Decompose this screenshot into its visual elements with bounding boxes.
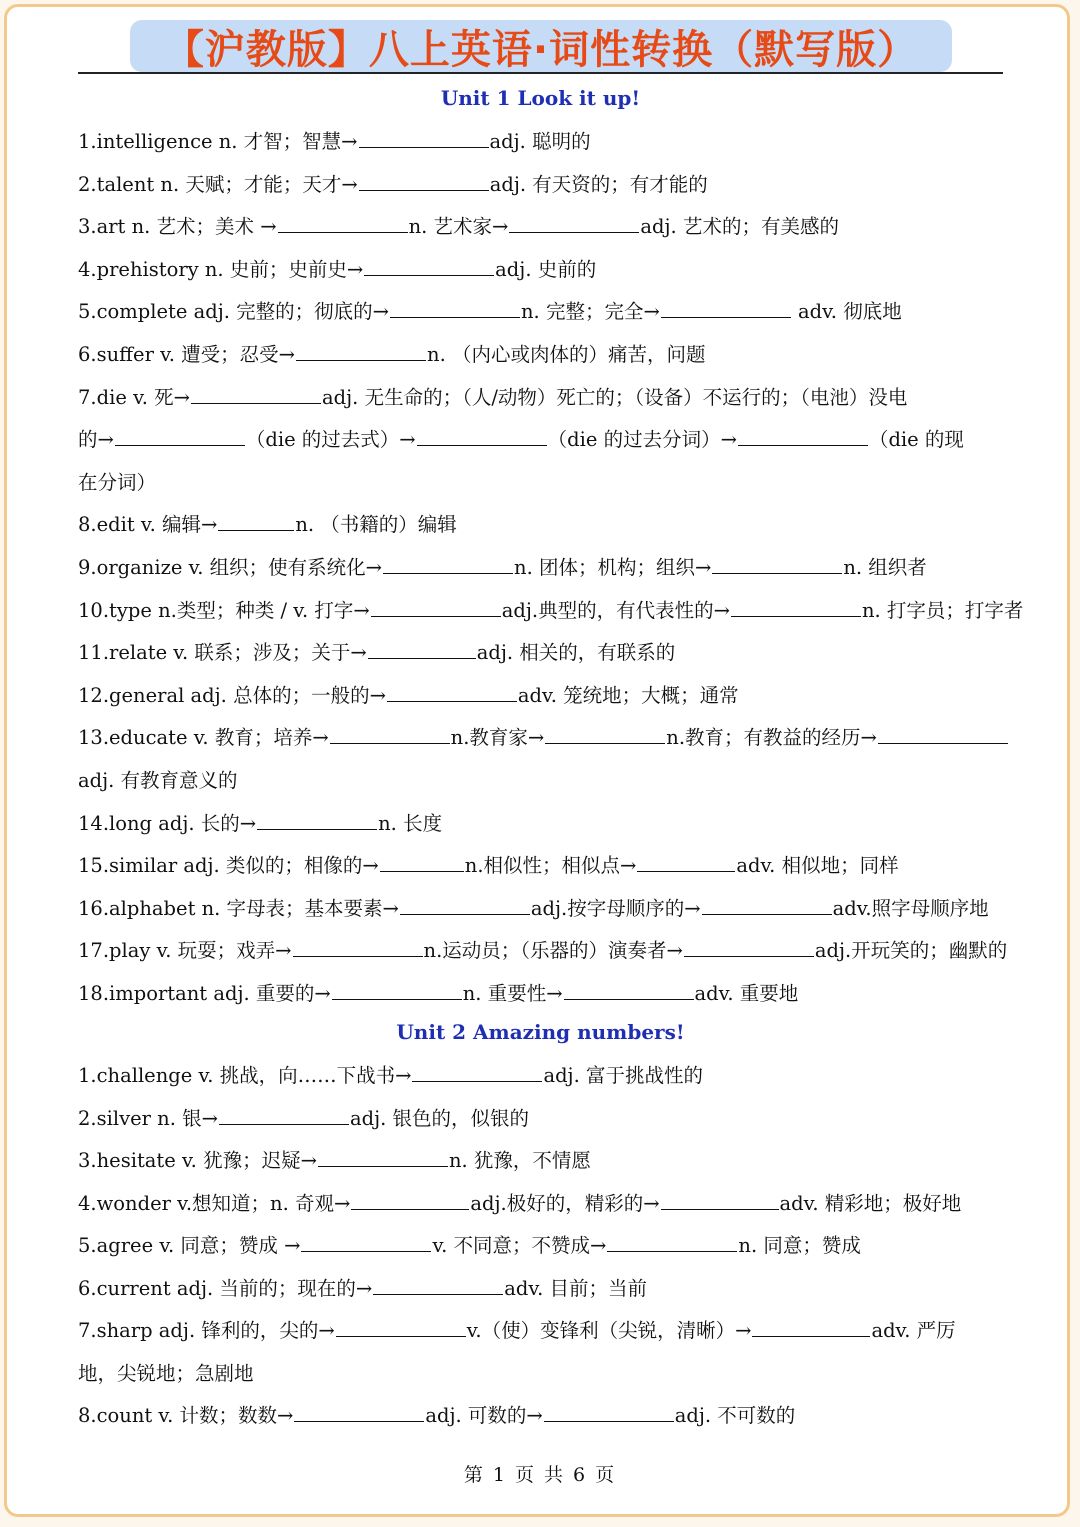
answer-blank[interactable] [296,342,426,361]
answer-blank[interactable] [712,555,842,574]
answer-blank[interactable] [364,257,494,276]
exercise-text: v.（使）变锋利（尖锐，清晰）→ [466,1319,752,1342]
answer-blank[interactable] [412,1063,542,1082]
exercise-text: 3.hesitate v. 犹豫；迟疑→ [78,1149,317,1172]
exercise-line [78,171,1008,199]
answer-blank[interactable] [115,427,245,446]
exercise-text: adj. 艺术的；有美感的 [640,215,839,239]
exercise-text: adv. 重要地 [694,982,799,1005]
exercise-text: 9.organize v. 组织；使有系统化→ [78,556,383,579]
answer-blank[interactable] [390,299,520,318]
exercise-line [78,895,1008,923]
exercise-text: 6.suffer v. 遭受；忍受→ [78,343,296,366]
exercise-line [78,1360,1008,1388]
answer-blank[interactable] [607,1233,737,1252]
answer-blank[interactable] [318,1148,448,1167]
answer-blank[interactable] [387,683,517,702]
exercise-line [78,256,1008,284]
exercise-text: 16.alphabet n. 字母表；基本要素→ [78,896,399,920]
exercise-text: adv. 彻底地 [791,300,902,324]
unit-heading: Unit 1 Look it up! [440,86,641,110]
exercise-text: 7.die v. 死→ [78,385,191,409]
answer-blank[interactable] [332,981,462,1000]
answer-blank[interactable] [545,725,665,744]
answer-blank[interactable] [191,385,321,404]
exercise-line [78,128,1008,156]
exercise-line [78,597,1024,625]
page-title: 【沪教版】八上英语·词性转换（默写版） [163,26,919,73]
exercise-text: 5.agree v. 同意；赞成 → [78,1234,301,1257]
exercise-text: adj.开玩笑的；幽默的 [814,939,1008,963]
answer-blank[interactable] [752,1318,870,1337]
exercise-text: adj.极好的，精彩的→ [470,1191,660,1215]
exercise-text: adj. 无生命的；（人/动物）死亡的；（设备）不运行的；（电池）没电 [322,385,908,409]
answer-blank[interactable] [218,512,294,531]
exercise-text: adj. 银色的，似银的 [349,1106,530,1130]
exercise-text: 8.edit v. 编辑→ [78,513,218,537]
exercise-line [78,1402,1008,1430]
answer-blank[interactable] [637,853,735,872]
answer-blank[interactable] [257,811,377,830]
exercise-text: 6.current adj. 当前的；现在的→ [78,1276,373,1300]
exercise-text: adj. 不可数的 [674,1404,796,1427]
answer-blank[interactable] [219,1106,349,1125]
exercise-line [78,1105,1008,1133]
exercise-line [78,1147,1008,1175]
exercise-line [78,384,1008,412]
answer-blank[interactable] [301,1233,431,1252]
exercise-text: v. 不同意；不赞成→ [432,1234,607,1257]
answer-blank[interactable] [336,1318,466,1337]
exercise-line [78,554,1008,582]
exercise-text: adv. 精彩地；极好地 [779,1191,962,1215]
exercise-text: adv.照字母顺序地 [832,896,989,920]
exercise-text: 7.sharp adj. 锋利的，尖的→ [78,1319,335,1342]
exercise-text: adv. 严厉 [871,1319,956,1342]
exercise-text: n. 犹豫，不情愿 [448,1149,591,1172]
exercise-text: （die 的现 [868,428,964,452]
exercise-line [78,937,1008,965]
exercise-text: adj. 富于挑战性的 [543,1064,704,1087]
exercise-text: n. 组织者 [843,556,927,579]
answer-blank[interactable] [400,896,530,915]
exercise-text: adj. 相关的，有联系的 [476,641,676,665]
answer-blank[interactable] [738,427,868,446]
answer-blank[interactable] [293,938,423,957]
exercise-text: 15.similar adj. 类似的；相像的→ [78,854,379,878]
exercise-line [78,1190,1008,1218]
exercise-text: 11.relate v. 联系；涉及；关于→ [78,641,367,665]
exercise-text: adj. 可数的→ [425,1404,543,1427]
answer-blank[interactable] [380,853,464,872]
exercise-text: n.教育；有教益的经历→ [666,726,877,750]
exercise-text: 18.important adj. 重要的→ [78,982,331,1005]
unit-heading: Unit 2 Amazing numbers! [396,1020,685,1044]
answer-blank[interactable] [278,214,408,233]
exercise-text: n. 打字员；打字者 [861,598,1024,622]
answer-blank[interactable] [351,1191,469,1210]
exercise-line [78,511,1008,539]
answer-blank[interactable] [330,725,450,744]
exercise-text: adj.典型的，有代表性的→ [501,598,730,622]
exercise-text: （die 的过去分词）→ [547,428,737,452]
exercise-text: n. （内心或肉体的）痛苦，问题 [427,343,706,366]
exercise-line [78,980,1008,1008]
exercise-text: 14.long adj. 长的→ [78,811,257,835]
exercise-text: n. 完整；完全→ [520,300,660,324]
exercise-line [78,639,1008,667]
exercise-text: n. 重要性→ [462,982,563,1005]
exercise-line [78,298,1008,326]
exercise-line [78,213,1008,241]
exercise-text: adv. 相似地；同样 [736,854,899,878]
answer-blank[interactable] [383,555,513,574]
exercise-text: 12.general adj. 总体的；一般的→ [78,683,386,707]
exercise-line [78,469,1008,497]
exercise-text: 在分词） [78,470,157,494]
exercise-text: n. 团体；机构；组织→ [514,556,712,579]
answer-blank[interactable] [661,1191,779,1210]
exercise-line [78,426,1008,454]
exercise-text: 13.educate v. 教育；培养→ [78,726,329,750]
exercise-text: 17.play v. 玩耍；戏弄→ [78,939,292,963]
exercise-text: n. 长度 [378,811,443,835]
exercise-text: 2.talent n. 天赋；才能；天才→ [78,172,358,196]
exercise-text: adv. 目前；当前 [504,1276,647,1300]
exercise-text: 2.silver n. 银→ [78,1106,218,1130]
exercise-line [78,724,1008,752]
exercise-line [78,1275,1008,1303]
exercise-text: adj. 聪明的 [489,130,591,153]
answer-blank[interactable] [373,1276,503,1295]
answer-blank[interactable] [702,896,832,915]
exercise-text: n. 艺术家→ [408,215,509,239]
page-number: 第 1 页 共 6 页 [463,1464,617,1486]
answer-blank[interactable] [417,427,547,446]
exercise-text: adj.按字母顺序的→ [530,896,701,920]
exercise-line [78,810,1008,838]
exercise-text: 的→ [78,428,114,452]
exercise-text: adj. 有天资的；有才能的 [489,172,708,196]
exercise-text: 10.type n.类型；种类 / v. 打字→ [78,598,370,622]
answer-blank[interactable] [564,981,694,1000]
exercise-line [78,1062,1008,1090]
exercise-text: 1.intelligence n. 才智；智慧→ [78,130,358,153]
exercise-line [78,767,1008,795]
exercise-text: adj. 有教育意义的 [78,769,238,792]
exercise-line [78,1232,1008,1260]
exercise-text: adj. 史前的 [495,257,597,281]
exercise-text: 8.count v. 计数；数数→ [78,1404,294,1427]
exercise-text: n.相似性；相似点→ [464,854,637,878]
answer-blank[interactable] [359,172,489,191]
answer-blank[interactable] [359,129,489,148]
answer-blank[interactable] [371,598,501,617]
exercise-line [78,341,1008,369]
exercise-text: 地，尖锐地；急剧地 [78,1361,254,1385]
exercise-line [78,1317,1008,1345]
exercise-text: adv. 笼统地；大概；通常 [517,683,739,707]
exercise-text: n. （书籍的）编辑 [295,513,457,537]
answer-blank[interactable] [684,938,814,957]
exercise-line [78,852,1008,880]
answer-blank[interactable] [294,1403,424,1422]
exercise-text: 1.challenge v. 挑战，向……下战书→ [78,1064,412,1087]
answer-blank[interactable] [368,640,476,659]
title-box [130,20,952,72]
title-banner [78,14,1003,74]
exercise-text: n. 同意；赞成 [738,1234,861,1257]
exercise-text: 3.art n. 艺术；美术 → [78,215,277,239]
exercise-text: 4.prehistory n. 史前；史前史→ [78,257,364,281]
exercise-text: 4.wonder v.想知道；n. 奇观→ [78,1191,351,1215]
exercise-text: n.教育家→ [450,726,545,750]
answer-blank[interactable] [731,598,861,617]
exercise-line [78,682,1008,710]
answer-blank[interactable] [509,214,639,233]
answer-blank[interactable] [544,1403,674,1422]
exercise-text: n.运动员；（乐器的）演奏者→ [423,939,683,963]
exercise-text: （die 的过去式）→ [245,428,416,452]
exercise-text: 5.complete adj. 完整的；彻底的→ [78,300,389,324]
answer-blank[interactable] [878,725,1008,744]
answer-blank[interactable] [661,299,791,318]
